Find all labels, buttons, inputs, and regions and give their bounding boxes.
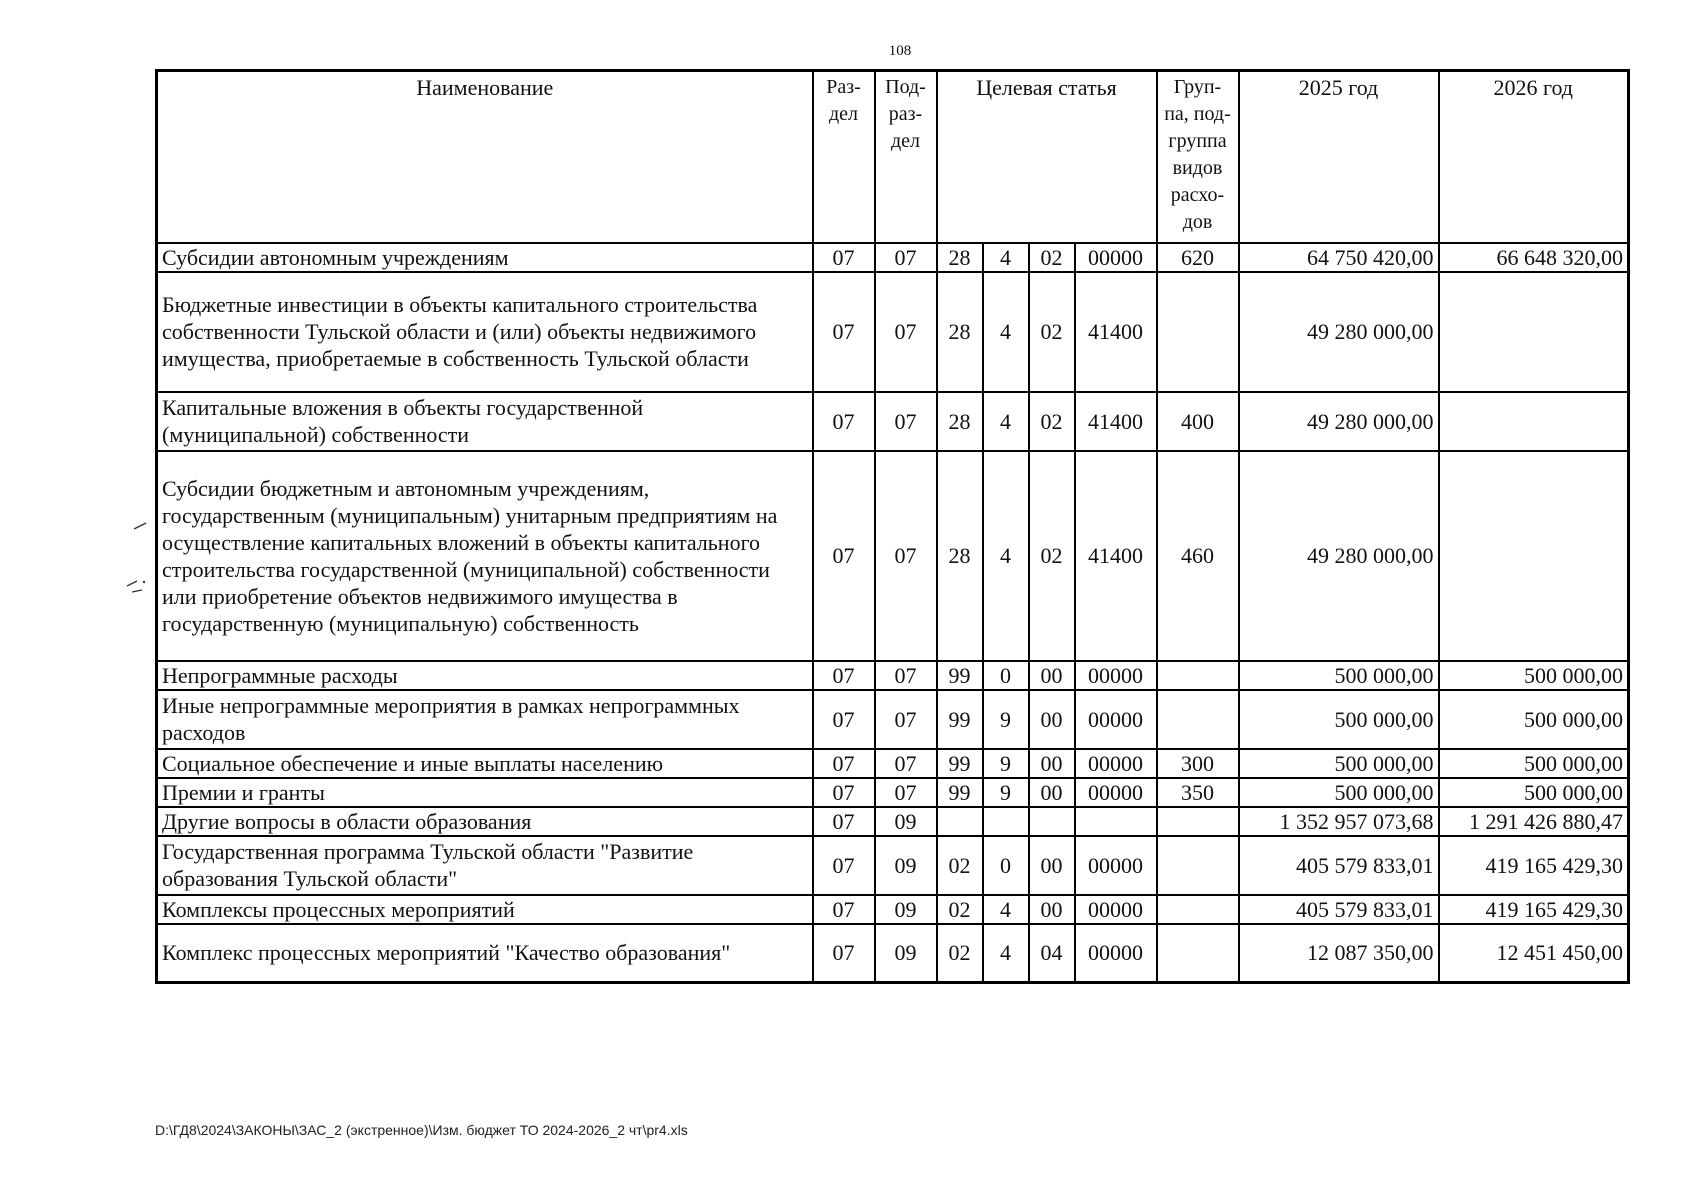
podrazdel-cell: 09 (875, 836, 937, 895)
amount-2026-cell: 500 000,00 (1439, 690, 1629, 749)
expense-group-cell: 300 (1157, 749, 1239, 778)
column-header-name: Наименование (157, 71, 813, 243)
razdel-cell: 07 (813, 749, 875, 778)
target-program-cell: 02 (937, 924, 983, 983)
expense-group-cell (1157, 807, 1239, 836)
amount-2025-cell: 49 280 000,00 (1239, 272, 1439, 392)
amount-2026-cell (1439, 451, 1629, 661)
amount-2026-cell: 419 165 429,30 (1439, 895, 1629, 924)
expense-group-cell: 400 (1157, 392, 1239, 451)
target-subprogram-cell: 04 (1029, 924, 1075, 983)
target-subprogram-cell: 00 (1029, 690, 1075, 749)
amount-2025-cell: 49 280 000,00 (1239, 392, 1439, 451)
target-program-cell: 99 (937, 749, 983, 778)
target-type-cell: 4 (983, 895, 1029, 924)
expense-group-cell (1157, 272, 1239, 392)
razdel-cell: 07 (813, 895, 875, 924)
target-type-cell: 9 (983, 690, 1029, 749)
target-type-cell: 0 (983, 661, 1029, 690)
amount-2026-cell: 419 165 429,30 (1439, 836, 1629, 895)
row-name-cell: Комплексы процессных мероприятий (157, 895, 813, 924)
column-header-razdel: Раз- дел (813, 71, 875, 243)
amount-2026-cell: 500 000,00 (1439, 778, 1629, 807)
target-program-cell: 28 (937, 272, 983, 392)
row-name-cell: Государственная программа Тульской области "Развитие образования Тульской области" (157, 836, 813, 895)
podrazdel-cell: 09 (875, 807, 937, 836)
table-row (157, 661, 1629, 690)
podrazdel-cell: 09 (875, 895, 937, 924)
target-direction-cell: 00000 (1075, 661, 1157, 690)
column-header-target-article: Целевая статья (937, 71, 1157, 243)
podrazdel-cell: 07 (875, 392, 937, 451)
page-number: 108 (888, 43, 912, 59)
target-direction-cell: 41400 (1075, 392, 1157, 451)
row-name-cell: Иные непрограммные мероприятия в рамках непрограммных расходов (157, 690, 813, 749)
target-subprogram-cell: 00 (1029, 749, 1075, 778)
row-name-cell: Субсидии автономным учреждениям (157, 243, 813, 272)
target-program-cell: 99 (937, 778, 983, 807)
margin-tick-mark (132, 518, 148, 536)
budget-table (155, 69, 1630, 984)
expense-group-cell (1157, 690, 1239, 749)
amount-2025-cell: 500 000,00 (1239, 749, 1439, 778)
amount-2025-cell: 49 280 000,00 (1239, 451, 1439, 661)
target-program-cell: 28 (937, 451, 983, 661)
table-row (157, 392, 1629, 451)
target-program-cell: 28 (937, 392, 983, 451)
amount-2025-cell: 405 579 833,01 (1239, 895, 1439, 924)
razdel-cell: 07 (813, 661, 875, 690)
razdel-cell: 07 (813, 392, 875, 451)
razdel-cell: 07 (813, 690, 875, 749)
target-direction-cell: 00000 (1075, 749, 1157, 778)
row-name-cell: Другие вопросы в области образования (157, 807, 813, 836)
column-header-2025: 2025 год (1239, 71, 1439, 243)
expense-group-cell (1157, 836, 1239, 895)
row-name-cell: Социальное обеспечение и иные выплаты населению (157, 749, 813, 778)
target-direction-cell: 00000 (1075, 895, 1157, 924)
target-direction-cell: 00000 (1075, 924, 1157, 983)
amount-2026-cell: 12 451 450,00 (1439, 924, 1629, 983)
target-type-cell: 4 (983, 451, 1029, 661)
target-direction-cell: 41400 (1075, 272, 1157, 392)
row-name-cell: Премии и гранты (157, 778, 813, 807)
amount-2026-cell: 66 648 320,00 (1439, 243, 1629, 272)
target-program-cell: 02 (937, 836, 983, 895)
target-subprogram-cell (1029, 807, 1075, 836)
razdel-cell: 07 (813, 451, 875, 661)
row-name-cell: Бюджетные инвестиции в объекты капитального строительства собственности Тульской области и (или) объекты недвижимого имущества, приобретаемые в собственность Тульской области (157, 272, 813, 392)
margin-tick-mark (124, 578, 146, 601)
target-program-cell: 99 (937, 661, 983, 690)
table-row (157, 690, 1629, 749)
target-subprogram-cell: 00 (1029, 661, 1075, 690)
podrazdel-cell: 07 (875, 451, 937, 661)
target-direction-cell: 41400 (1075, 451, 1157, 661)
table-row (157, 749, 1629, 778)
amount-2025-cell: 1 352 957 073,68 (1239, 807, 1439, 836)
razdel-cell: 07 (813, 778, 875, 807)
podrazdel-cell: 07 (875, 243, 937, 272)
podrazdel-cell: 07 (875, 749, 937, 778)
target-direction-cell: 00000 (1075, 243, 1157, 272)
podrazdel-cell: 07 (875, 661, 937, 690)
razdel-cell: 07 (813, 924, 875, 983)
amount-2026-cell: 500 000,00 (1439, 661, 1629, 690)
table-row (157, 807, 1629, 836)
razdel-cell: 07 (813, 807, 875, 836)
amount-2025-cell: 12 087 350,00 (1239, 924, 1439, 983)
amount-2025-cell: 500 000,00 (1239, 778, 1439, 807)
table-row (157, 451, 1629, 661)
table-row (157, 778, 1629, 807)
target-subprogram-cell: 02 (1029, 451, 1075, 661)
table-header-row (157, 71, 1629, 243)
razdel-cell: 07 (813, 836, 875, 895)
expense-group-cell (1157, 924, 1239, 983)
amount-2026-cell (1439, 272, 1629, 392)
target-subprogram-cell: 02 (1029, 272, 1075, 392)
column-header-2026: 2026 год (1439, 71, 1629, 243)
target-direction-cell (1075, 807, 1157, 836)
target-program-cell (937, 807, 983, 836)
expense-group-cell: 620 (1157, 243, 1239, 272)
target-type-cell: 0 (983, 836, 1029, 895)
target-subprogram-cell: 00 (1029, 895, 1075, 924)
row-name-cell: Непрограммные расходы (157, 661, 813, 690)
amount-2025-cell: 405 579 833,01 (1239, 836, 1439, 895)
target-direction-cell: 00000 (1075, 690, 1157, 749)
target-subprogram-cell: 00 (1029, 778, 1075, 807)
column-header-expense-group: Груп- па, под- группа видов расхо- дов (1157, 71, 1239, 243)
row-name-cell: Субсидии бюджетным и автономным учреждениям, государственным (муниципальным) унитарным предприятиям на осуществление капитальных вложений в объекты капитального строительства государственной (муниципальной) собственности или приобретение объектов недвижимого имущества в государственную (муниципальную) собственность (157, 451, 813, 661)
target-type-cell: 9 (983, 749, 1029, 778)
target-program-cell: 02 (937, 895, 983, 924)
expense-group-cell (1157, 895, 1239, 924)
target-program-cell: 28 (937, 243, 983, 272)
amount-2025-cell: 64 750 420,00 (1239, 243, 1439, 272)
row-name-cell: Капитальные вложения в объекты государственной (муниципальной) собственности (157, 392, 813, 451)
table-body (157, 243, 1629, 983)
column-header-podrazdel: Под- раз- дел (875, 71, 937, 243)
table-row (157, 924, 1629, 983)
podrazdel-cell: 07 (875, 778, 937, 807)
podrazdel-cell: 09 (875, 924, 937, 983)
razdel-cell: 07 (813, 243, 875, 272)
expense-group-cell: 350 (1157, 778, 1239, 807)
podrazdel-cell: 07 (875, 690, 937, 749)
row-name-cell: Комплекс процессных мероприятий "Качество образования" (157, 924, 813, 983)
razdel-cell: 07 (813, 272, 875, 392)
amount-2025-cell: 500 000,00 (1239, 690, 1439, 749)
table-row (157, 895, 1629, 924)
amount-2026-cell (1439, 392, 1629, 451)
target-type-cell: 9 (983, 778, 1029, 807)
expense-group-cell: 460 (1157, 451, 1239, 661)
table-row (157, 243, 1629, 272)
target-type-cell (983, 807, 1029, 836)
target-subprogram-cell: 02 (1029, 392, 1075, 451)
target-type-cell: 4 (983, 243, 1029, 272)
file-path-footer: D:\ГД8\2024\ЗАКОНЫ\ЗАС_2 (экстренное)\Изм. бюджет ТО 2024-2026_2 чт\pr4.xls (155, 1122, 688, 1138)
podrazdel-cell: 07 (875, 272, 937, 392)
target-direction-cell: 00000 (1075, 836, 1157, 895)
target-type-cell: 4 (983, 392, 1029, 451)
amount-2026-cell: 500 000,00 (1439, 749, 1629, 778)
target-program-cell: 99 (937, 690, 983, 749)
amount-2026-cell: 1 291 426 880,47 (1439, 807, 1629, 836)
amount-2025-cell: 500 000,00 (1239, 661, 1439, 690)
target-type-cell: 4 (983, 272, 1029, 392)
target-subprogram-cell: 02 (1029, 243, 1075, 272)
expense-group-cell (1157, 661, 1239, 690)
target-direction-cell: 00000 (1075, 778, 1157, 807)
table-row (157, 272, 1629, 392)
table-row (157, 836, 1629, 895)
target-subprogram-cell: 00 (1029, 836, 1075, 895)
target-type-cell: 4 (983, 924, 1029, 983)
